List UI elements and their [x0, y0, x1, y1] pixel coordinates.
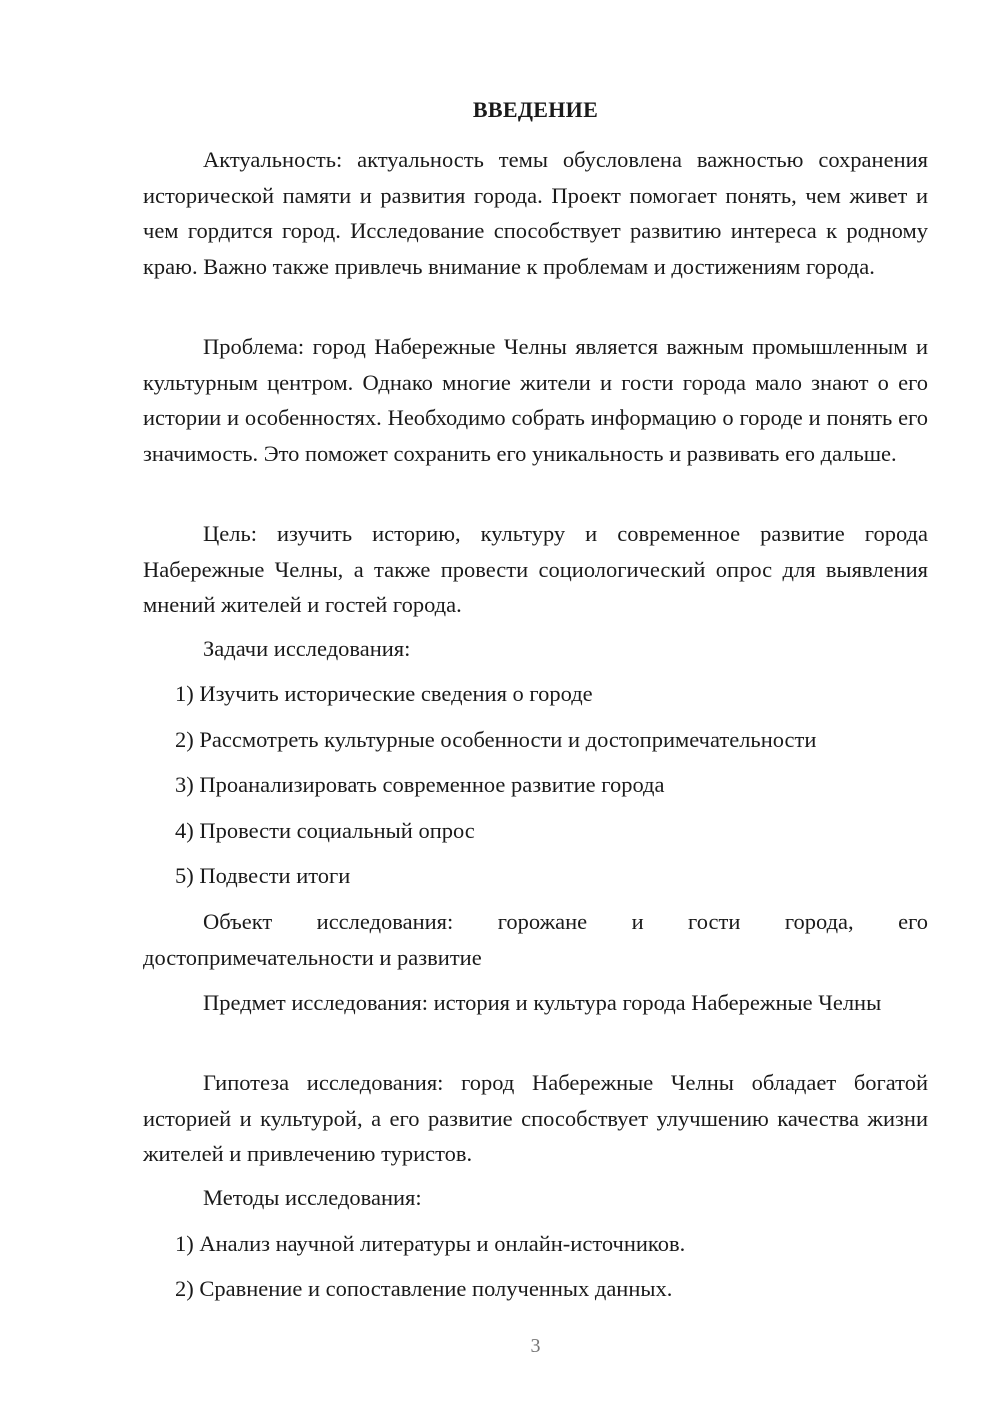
hypothesis-paragraph: Гипотеза исследования: город Набережные Челны обладает богатой историей и культурой, а его развитие способствует улучшению качества жизни жителей и привлечению туристов. [143, 1070, 928, 1166]
task-item: 4) Провести социальный опрос [175, 818, 475, 843]
object-paragraph: Объект исследования: горожане и гости города, его достопримечательности и развитие [143, 909, 928, 970]
subject-paragraph: Предмет исследования: история и культура города Набережные Челны [203, 990, 882, 1015]
task-item: 3) Проанализировать современное развитие города [175, 772, 665, 797]
task-item: 5) Подвести итоги [175, 863, 351, 888]
section-title: ВВЕДЕНИЕ [472, 97, 599, 122]
page-number: 3 [530, 1335, 541, 1357]
relevance-paragraph: Актуальность: актуальность темы обусловлена важностью сохранения исторической памяти и развития города. Проект помогает понять, чем живет и чем гордится город. Исследование способствует развитию интереса к родному краю. Важно также привлечь внимание к проблемам и достижениям города. [143, 147, 928, 279]
task-item: 1) Изучить исторические сведения о городе [175, 681, 593, 706]
goal-paragraph: Цель: изучить историю, культуру и современное развитие города Набережные Челны, а также провести социологический опрос для выявления мнений жителей и гостей города. [143, 521, 928, 617]
problem-paragraph: Проблема: город Набережные Челны является важным промышленным и культурным центром. Однако многие жители и гости города мало знают о его истории и особенностях. Необходимо собрать информацию о городе и понять его значимость. Это поможет сохранить его уникальность и развивать его дальше. [143, 334, 928, 466]
method-item: 2) Сравнение и сопоставление полученных данных. [175, 1276, 673, 1301]
tasks-heading: Задачи исследования: [203, 636, 411, 661]
task-item: 2) Рассмотреть культурные особенности и достопримечательности [175, 727, 817, 752]
method-item: 1) Анализ научной литературы и онлайн-источников. [175, 1231, 686, 1256]
document-page [143, 0, 928, 1414]
methods-heading: Методы исследования: [203, 1185, 422, 1210]
